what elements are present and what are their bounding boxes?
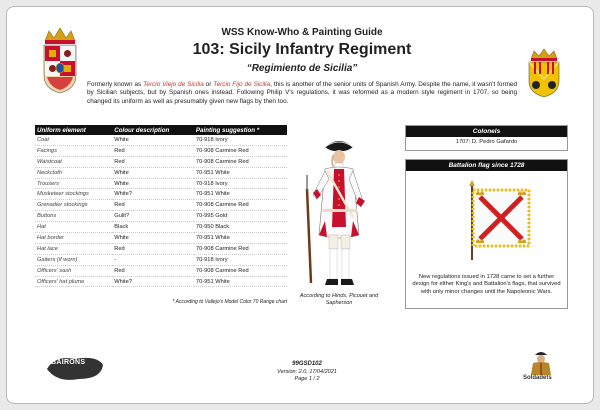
intro-text-2: or xyxy=(203,81,214,88)
document-version: Version: 2.0, 17/04/2021 xyxy=(277,369,337,375)
table-row xyxy=(35,167,287,178)
colour-description-cell: Red xyxy=(112,265,194,276)
colour-description-cell: White xyxy=(112,178,194,189)
painting-suggestion-cell: 70-951 White xyxy=(194,167,287,178)
colour-description-cell: White xyxy=(112,167,194,178)
colour-description-cell: - xyxy=(112,254,194,265)
table-row xyxy=(35,243,287,254)
column-header: Uniform element xyxy=(35,125,112,135)
sicily-crest-icon xyxy=(523,47,565,99)
intro-text-3: , this is another of the senior units of Spanish Army. Despite the name, it wasn't formed by Sicilian subjects, but by Spanish ones instead. Following Philip V's regulations, it was reformed as a modern style regiment in 1707, so being changed its uniform as well as presumably given new flags by then too. xyxy=(87,81,518,105)
colour-description-cell: Red xyxy=(112,156,194,167)
soldier-illustration xyxy=(301,135,379,291)
painting-suggestion-cell: 70-995 Gold xyxy=(194,211,287,222)
table-row xyxy=(35,254,287,265)
table-row xyxy=(35,156,287,167)
figure-caption xyxy=(289,293,389,307)
uniform-element-cell: Waistcoat xyxy=(35,156,112,167)
uniform-table xyxy=(35,125,287,287)
former-name-2: Tercio Fijo de Sicilia xyxy=(213,81,271,88)
uniform-element-cell: Buttons xyxy=(35,211,112,222)
colour-description-cell: White xyxy=(112,233,194,244)
battalion-flag-heading: Battalion flag since 1728 xyxy=(406,160,567,171)
spanish-royal-crest-icon xyxy=(37,25,83,97)
painting-suggestion-cell: 70-918 Ivory xyxy=(194,254,287,265)
colour-description-cell: Red xyxy=(112,243,194,254)
colour-description-cell: Red xyxy=(112,145,194,156)
document-code: 99GSD102 xyxy=(292,361,322,367)
uniform-element-cell: Neckcloth xyxy=(35,167,112,178)
colour-description-cell: White? xyxy=(112,189,194,200)
table-row xyxy=(35,178,287,189)
table-footnote: * According to Vallejo's Model Color 70 Range chart xyxy=(172,299,287,305)
uniform-element-cell: Hat xyxy=(35,222,112,233)
intro-text-1: Formerly known as xyxy=(87,81,144,88)
colonels-heading: Colonels xyxy=(406,126,567,137)
soldadets-logo xyxy=(521,349,561,385)
table-row xyxy=(35,200,287,211)
guide-series-title: WSS Know-Who & Painting Guide xyxy=(221,27,383,38)
soldier-bust-icon xyxy=(521,349,561,375)
table-row xyxy=(35,145,287,156)
colour-description-cell: White? xyxy=(112,276,194,287)
uniform-element-cell: Officers' hat plume xyxy=(35,276,112,287)
painting-suggestion-cell: 70-918 Ivory xyxy=(194,178,287,189)
uniform-element-cell: Facings xyxy=(35,145,112,156)
uniform-element-cell: Grenadier stockings xyxy=(35,200,112,211)
page-number: Page 1 / 2 xyxy=(294,376,320,382)
colour-description-cell: Black xyxy=(112,222,194,233)
guide-page xyxy=(6,6,594,404)
intro-paragraph xyxy=(87,81,517,106)
painting-suggestion-cell: 70-951 White xyxy=(194,189,287,200)
painting-suggestion-cell: 70-951 White xyxy=(194,233,287,244)
painting-suggestion-cell: 70-908 Carmine Red xyxy=(194,145,287,156)
painting-suggestion-cell: 70-908 Carmine Red xyxy=(194,200,287,211)
table-row xyxy=(35,233,287,244)
figure-caption-line: Sapherson xyxy=(325,300,353,306)
uniform-element-cell: Musketeer stockings xyxy=(35,189,112,200)
painting-suggestion-cell: 70-908 Carmine Red xyxy=(194,243,287,254)
brush-stroke-icon xyxy=(45,351,105,385)
colonel-entry: 1707: D. Pedro Gafardo xyxy=(455,139,518,145)
uniform-element-cell: Hat lace xyxy=(35,243,112,254)
column-header: Painting suggestion * xyxy=(194,125,287,135)
colour-description-cell: White xyxy=(112,135,194,145)
uniform-table-header xyxy=(35,125,287,135)
table-row xyxy=(35,222,287,233)
former-name-1: Tercio Viejo de Sicilia xyxy=(143,81,204,88)
battalion-flag-icon xyxy=(466,180,536,262)
bairons-logo xyxy=(45,351,105,385)
painting-suggestion-cell: 70-950 Black xyxy=(194,222,287,233)
table-row xyxy=(35,265,287,276)
table-row xyxy=(35,276,287,287)
column-header: Colour description xyxy=(112,125,194,135)
painting-suggestion-cell: 70-918 Ivory xyxy=(194,135,287,145)
figure-caption-line: According to Hinds, Picouet and xyxy=(299,293,379,299)
uniform-element-cell: Officers' sash xyxy=(35,265,112,276)
regiment-spanish-name: “Regimiento de Sicilia” xyxy=(246,63,358,74)
painting-suggestion-cell: 70-908 Carmine Red xyxy=(194,265,287,276)
table-row xyxy=(35,211,287,222)
uniform-element-cell: Coat xyxy=(35,135,112,145)
painting-suggestion-cell: 70-908 Carmine Red xyxy=(194,156,287,167)
colour-description-cell: Gulit? xyxy=(112,211,194,222)
uniform-element-cell: Hat border xyxy=(35,233,112,244)
table-row xyxy=(35,135,287,145)
uniform-element-cell: Gaiters (if worn) xyxy=(35,254,112,265)
uniform-table-body xyxy=(35,135,287,287)
bairons-wordmark: BAIRONS xyxy=(51,359,86,366)
battalion-flag-box xyxy=(405,159,568,309)
uniform-element-cell: Trousers xyxy=(35,178,112,189)
painting-suggestion-cell: 70-951 White xyxy=(194,276,287,287)
page-title: 103: Sicily Infantry Regiment xyxy=(192,41,412,58)
soldadets-wordmark: Soldadets xyxy=(523,375,552,381)
colour-description-cell: Red xyxy=(112,200,194,211)
colonels-box xyxy=(405,125,568,151)
table-row xyxy=(35,189,287,200)
battalion-flag-description: New regulations issued in 1728 came to set a further design for either King's and Battalion's flags, that survived with only minor changes until the Napoleonic Wars. xyxy=(412,274,561,295)
